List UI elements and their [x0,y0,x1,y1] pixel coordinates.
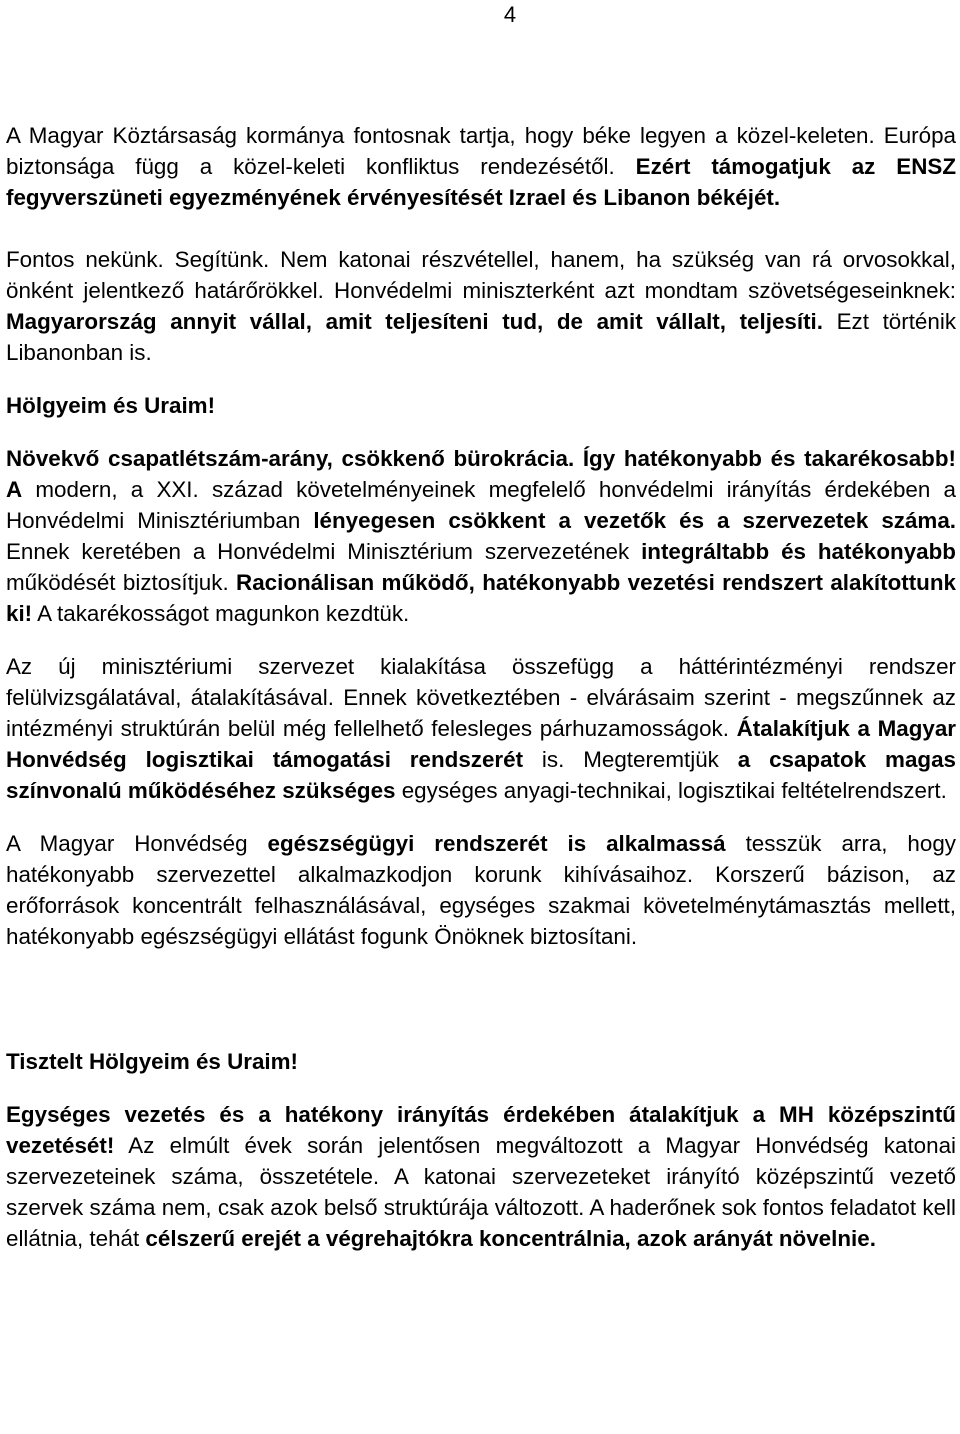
text-segment: működését biztosítjuk. [6,570,237,595]
paragraph [6,651,956,806]
bold-text-segment: integráltabb és hatékonyabb [641,539,956,564]
paragraph [6,1099,956,1254]
bold-text-segment: egészségügyi rendszerét is alkalmassá [267,831,726,856]
text-segment: tesszük arra, hogy hatékonyabb szervezettel alkalmazkodjon korunk kihívásaihoz. Korszerű bázison, az erőforrások koncentrált felhasználásával, egységes szakmai követelménytámasztás mellett, hatékonyabb egészségügyi ellátást fogunk Önöknek biztosítani. [6,831,956,949]
document-body [6,120,956,1254]
text-segment: A Magyar Honvédség [6,831,268,856]
paragraph [6,1046,956,1077]
bold-text-segment: Racionálisan működő, hatékonyabb vezetési rendszert alakítottunk ki! [6,570,956,626]
text-segment: is. Megteremtjük [523,747,738,772]
paragraph [6,390,956,421]
text-segment: Az új minisztériumi szervezet kialakítása összefügg a háttérintézményi rendszer felülvizsgálatával, átalakításával. Ennek következtében - elvárásaim szerint - megszűnnek az intézményi struktúrán belül még fellelhető felesleges párhuzamosságok. [6,654,956,741]
paragraph [6,828,956,952]
text-segment: Az elmúlt évek során jelentősen megváltozott a Magyar Honvédség katonai szervezeteinek száma, összetétele. A katonai szervezeteket irányító középszintű vezető szervek száma nem, csak azok belső struktúrája változott. A haderőnek sok fontos feladatot kell ellátnia, tehát [6,1133,956,1251]
text-segment: Ennek keretében a Honvédelmi Minisztérium szervezetének [6,539,642,564]
text-segment: Ezt történik Libanonban is. [6,309,957,365]
bold-text-segment: lényegesen csökkent a vezetők és a szervezetek száma. [313,508,957,533]
bold-text-segment: Magyarország annyit vállal, amit teljesíteni tud, de amit vállalt, teljesíti. [6,309,823,334]
bold-text-segment: Tisztelt Hölgyeim és Uraim! [6,1049,298,1074]
page-number: 4 [503,2,517,27]
text-segment: Fontos nekünk. Segítünk. [6,247,281,272]
text-segment: A Magyar Köztársaság kormánya fontosnak tartja, hogy béke legyen a közel-keleten. Európa biztonsága függ a közel-keleti konfliktus rendezésétől. [6,123,956,179]
bold-text-segment: Ezért támogatjuk az ENSZ fegyverszüneti egyezményének érvényesítését Izrael és Libanon békéjét. [6,154,957,210]
text-segment: A takarékosságot magunkon kezdtük. [32,601,410,626]
bold-text-segment: a csapatok magas színvonalú működéséhez szükséges [6,747,956,803]
paragraph [6,443,956,629]
paragraph [6,120,956,213]
bold-text-segment: Hölgyeim és Uraim! [6,393,216,418]
bold-text-segment: Növekvő csapatlétszám-arány, csökkenő bürokrácia. Így hatékonyabb és takarékosabb! A [6,446,956,502]
paragraph [6,244,956,368]
bold-text-segment: Egységes vezetés és a hatékony irányítás érdekében átalakítjuk a MH középszintű vezetését! [6,1102,956,1158]
bold-text-segment: célszerű erejét a végrehajtókra koncentrálnia, azok arányát növelnie. [145,1226,876,1251]
bold-text-segment: Átalakítjuk a Magyar Honvédség logisztikai támogatási rendszerét [6,716,957,772]
text-segment: modern, a XXI. század követelményeinek megfelelő honvédelmi irányítás érdekében a Honvédelmi Minisztériumban [6,477,956,533]
text-segment: egységes anyagi-technikai, logisztikai feltételrendszert. [395,778,947,803]
text-segment: Nem katonai részvétellel, hanem, ha szükség van rá orvosokkal, önként jelentkező határőrökkel. Honvédelmi miniszterként azt mondtam szövetségeseinknek: [6,247,956,303]
